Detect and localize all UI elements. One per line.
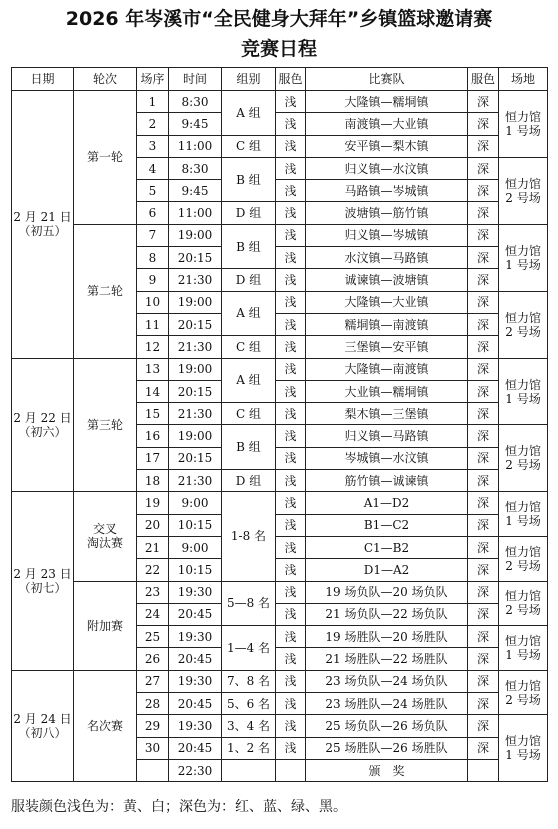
away-color-cell: 深 (468, 380, 499, 402)
home-color-cell: 浅 (276, 447, 306, 469)
game-number-cell: 21 (137, 536, 169, 558)
date-text: 2 月 22 日 (13, 410, 72, 425)
group-cell: C 组 (222, 336, 276, 358)
home-color-cell: 浅 (276, 470, 306, 492)
table-row (12, 492, 548, 514)
time-cell: 19:30 (169, 715, 222, 737)
teams-cell: C1—B2 (306, 536, 468, 558)
time-cell: 8:30 (169, 91, 222, 113)
game-number-cell: 3 (137, 135, 169, 157)
table-row (12, 91, 548, 113)
teams-cell: 21 场胜队—22 场胜队 (306, 648, 468, 670)
time-cell: 11:00 (169, 202, 222, 224)
home-color-cell: 浅 (276, 91, 306, 113)
header-venue: 场地 (499, 68, 548, 91)
home-color-cell: 浅 (276, 626, 306, 648)
group-cell: 1、2 名 (222, 737, 276, 759)
group-cell: D 组 (222, 269, 276, 291)
away-color-cell: 深 (468, 313, 499, 335)
group-cell: A 组 (222, 358, 276, 403)
venue-cell: 恒力馆 2 号场 (499, 581, 548, 626)
group-cell: C 组 (222, 403, 276, 425)
teams-cell: 水汶镇—马路镇 (306, 247, 468, 269)
home-color-cell (276, 759, 306, 781)
game-number-cell: 9 (137, 269, 169, 291)
header-time: 时间 (169, 68, 222, 91)
teams-cell: 岑城镇—水汶镇 (306, 447, 468, 469)
group-cell: B 组 (222, 224, 276, 269)
teams-cell: B1—C2 (306, 514, 468, 536)
home-color-cell: 浅 (276, 180, 306, 202)
header-home-color: 服色 (276, 68, 306, 91)
teams-cell: 波塘镇—筋竹镇 (306, 202, 468, 224)
date-cell (12, 670, 74, 781)
time-cell: 19:00 (169, 291, 222, 313)
game-number-cell: 28 (137, 693, 169, 715)
away-color-cell: 深 (468, 202, 499, 224)
group-cell: 5、6 名 (222, 693, 276, 715)
schedule-table (11, 67, 548, 782)
table-row (12, 670, 548, 692)
table-row (12, 224, 548, 246)
time-cell: 10:15 (169, 514, 222, 536)
time-cell: 19:00 (169, 425, 222, 447)
home-color-cell: 浅 (276, 492, 306, 514)
time-cell: 20:45 (169, 737, 222, 759)
time-cell: 21:30 (169, 269, 222, 291)
away-color-cell: 深 (468, 514, 499, 536)
away-color-cell: 深 (468, 157, 499, 179)
home-color-cell: 浅 (276, 336, 306, 358)
teams-cell: 25 场负队—26 场负队 (306, 715, 468, 737)
schedule-body (12, 91, 548, 782)
game-number-cell: 8 (137, 247, 169, 269)
time-cell: 20:45 (169, 603, 222, 625)
group-cell: 1—4 名 (222, 626, 276, 671)
time-cell: 9:45 (169, 113, 222, 135)
teams-cell: 21 场负队—22 场负队 (306, 603, 468, 625)
game-number-cell: 14 (137, 380, 169, 402)
venue-cell: 恒力馆 1 号场 (499, 715, 548, 782)
home-color-cell: 浅 (276, 269, 306, 291)
lunar-date-text: （初八） (18, 725, 67, 740)
time-cell: 20:15 (169, 380, 222, 402)
away-color-cell: 深 (468, 180, 499, 202)
time-cell: 20:45 (169, 693, 222, 715)
time-cell: 20:15 (169, 447, 222, 469)
away-color-cell: 深 (468, 581, 499, 603)
venue-cell: 恒力馆 1 号场 (499, 492, 548, 537)
venue-cell: 恒力馆 2 号场 (499, 536, 548, 581)
teams-cell: 大隆镇—糯垌镇 (306, 91, 468, 113)
home-color-cell: 浅 (276, 603, 306, 625)
home-color-cell: 浅 (276, 581, 306, 603)
group-cell: B 组 (222, 425, 276, 470)
game-number-cell: 23 (137, 581, 169, 603)
game-number-cell: 1 (137, 91, 169, 113)
home-color-cell: 浅 (276, 113, 306, 135)
date-cell (12, 358, 74, 492)
home-color-cell: 浅 (276, 670, 306, 692)
venue-cell: 恒力馆 1 号场 (499, 358, 548, 425)
away-color-cell: 深 (468, 447, 499, 469)
away-color-cell: 深 (468, 670, 499, 692)
game-number-cell: 16 (137, 425, 169, 447)
time-cell: 22:30 (169, 759, 222, 781)
game-number-cell: 19 (137, 492, 169, 514)
time-cell: 19:00 (169, 224, 222, 246)
teams-cell: 19 场胜队—20 场胜队 (306, 626, 468, 648)
table-row (12, 358, 548, 380)
game-number-cell: 2 (137, 113, 169, 135)
teams-cell: 梨木镇—三堡镇 (306, 403, 468, 425)
round-cell: 附加赛 (74, 581, 137, 670)
away-color-cell: 深 (468, 291, 499, 313)
group-cell (222, 759, 276, 781)
away-color-cell: 深 (468, 626, 499, 648)
time-cell: 11:00 (169, 135, 222, 157)
time-cell: 21:30 (169, 470, 222, 492)
home-color-cell: 浅 (276, 648, 306, 670)
round-cell: 第三轮 (74, 358, 137, 492)
table-row (12, 581, 548, 603)
away-color-cell: 深 (468, 224, 499, 246)
time-cell: 9:45 (169, 180, 222, 202)
game-number-cell: 7 (137, 224, 169, 246)
group-cell: D 组 (222, 470, 276, 492)
header-game-no: 场序 (137, 68, 169, 91)
award-ceremony-cell: 颁 奖 (306, 759, 468, 781)
game-number-cell: 6 (137, 202, 169, 224)
teams-cell: 25 场胜队—26 场胜队 (306, 737, 468, 759)
time-cell: 19:00 (169, 358, 222, 380)
time-cell: 19:30 (169, 670, 222, 692)
away-color-cell: 深 (468, 358, 499, 380)
group-cell: D 组 (222, 202, 276, 224)
game-number-cell: 12 (137, 336, 169, 358)
date-cell (12, 91, 74, 359)
home-color-cell: 浅 (276, 737, 306, 759)
home-color-cell: 浅 (276, 157, 306, 179)
header-group: 组别 (222, 68, 276, 91)
away-color-cell: 深 (468, 247, 499, 269)
away-color-cell: 深 (468, 536, 499, 558)
home-color-cell: 浅 (276, 224, 306, 246)
game-number-cell: 10 (137, 291, 169, 313)
game-number-cell: 11 (137, 313, 169, 335)
teams-cell: 归义镇—水汶镇 (306, 157, 468, 179)
teams-cell: 糯垌镇—南渡镇 (306, 313, 468, 335)
teams-cell: 23 场负队—24 场负队 (306, 670, 468, 692)
group-cell: A 组 (222, 291, 276, 336)
away-color-cell: 深 (468, 715, 499, 737)
lunar-date-text: （初六） (18, 424, 67, 439)
document-title: 2026 年岑溪市“全民健身大拜年”乡镇篮球邀请赛 (65, 8, 493, 30)
time-cell: 19:30 (169, 626, 222, 648)
venue-cell: 恒力馆 2 号场 (499, 157, 548, 224)
header-round: 轮次 (74, 68, 137, 91)
time-cell: 21:30 (169, 403, 222, 425)
home-color-cell: 浅 (276, 559, 306, 581)
game-number-cell: 17 (137, 447, 169, 469)
time-cell: 20:15 (169, 247, 222, 269)
lunar-date-text: （初七） (18, 581, 67, 596)
header-row (12, 68, 548, 91)
away-color-cell: 深 (468, 492, 499, 514)
teams-cell: 南渡镇—大业镇 (306, 113, 468, 135)
teams-cell: D1—A2 (306, 559, 468, 581)
home-color-cell: 浅 (276, 291, 306, 313)
game-number-cell: 29 (137, 715, 169, 737)
time-cell: 20:15 (169, 313, 222, 335)
away-color-cell (468, 759, 499, 781)
date-text: 2 月 23 日 (13, 567, 72, 582)
game-number-cell: 26 (137, 648, 169, 670)
group-cell: 3、4 名 (222, 715, 276, 737)
teams-cell: 归义镇—岑城镇 (306, 224, 468, 246)
teams-cell: 23 场胜队—24 场胜队 (306, 693, 468, 715)
away-color-cell: 深 (468, 91, 499, 113)
away-color-cell: 深 (468, 425, 499, 447)
game-number-cell: 18 (137, 470, 169, 492)
game-number-cell: 24 (137, 603, 169, 625)
time-cell: 20:45 (169, 648, 222, 670)
round-cell: 第一轮 (74, 91, 137, 225)
time-cell: 10:15 (169, 559, 222, 581)
game-number-cell: 13 (137, 358, 169, 380)
away-color-cell: 深 (468, 403, 499, 425)
game-number-cell: 4 (137, 157, 169, 179)
game-number-cell: 5 (137, 180, 169, 202)
home-color-cell: 浅 (276, 693, 306, 715)
home-color-cell: 浅 (276, 202, 306, 224)
away-color-cell: 深 (468, 603, 499, 625)
time-cell: 8:30 (169, 157, 222, 179)
game-number-cell: 22 (137, 559, 169, 581)
home-color-cell: 浅 (276, 536, 306, 558)
date-text: 2 月 24 日 (13, 711, 72, 726)
home-color-cell: 浅 (276, 313, 306, 335)
teams-cell: 马路镇—岑城镇 (306, 180, 468, 202)
date-text: 2 月 21 日 (13, 210, 72, 225)
game-number-cell: 20 (137, 514, 169, 536)
header-date: 日期 (12, 68, 74, 91)
teams-cell: 大隆镇—南渡镇 (306, 358, 468, 380)
home-color-cell: 浅 (276, 380, 306, 402)
group-cell: 5—8 名 (222, 581, 276, 626)
teams-cell: 19 场负队—20 场负队 (306, 581, 468, 603)
group-cell: A 组 (222, 91, 276, 136)
date-cell (12, 492, 74, 670)
home-color-cell: 浅 (276, 135, 306, 157)
venue-cell: 恒力馆 1 号场 (499, 626, 548, 671)
teams-cell: 归义镇—马路镇 (306, 425, 468, 447)
home-color-cell: 浅 (276, 403, 306, 425)
game-number-cell (137, 759, 169, 781)
away-color-cell: 深 (468, 113, 499, 135)
lunar-date-text: （初五） (18, 224, 67, 239)
away-color-cell: 深 (468, 693, 499, 715)
round-cell: 交叉 淘汰赛 (74, 492, 137, 581)
teams-cell: 大业镇—糯垌镇 (306, 380, 468, 402)
teams-cell: 诚谏镇—波塘镇 (306, 269, 468, 291)
home-color-cell: 浅 (276, 425, 306, 447)
round-cell: 第二轮 (74, 224, 137, 358)
round-cell: 名次赛 (74, 670, 137, 781)
away-color-cell: 深 (468, 269, 499, 291)
time-cell: 21:30 (169, 336, 222, 358)
home-color-cell: 浅 (276, 247, 306, 269)
document-subtitle: 竞赛日程 (240, 38, 317, 60)
venue-cell: 恒力馆 2 号场 (499, 291, 548, 358)
away-color-cell: 深 (468, 648, 499, 670)
away-color-cell: 深 (468, 336, 499, 358)
teams-cell: 安平镇—梨木镇 (306, 135, 468, 157)
group-cell: 7、8 名 (222, 670, 276, 692)
time-cell: 9:00 (169, 492, 222, 514)
home-color-cell: 浅 (276, 358, 306, 380)
home-color-cell: 浅 (276, 715, 306, 737)
teams-cell: 大隆镇—大业镇 (306, 291, 468, 313)
teams-cell: 三堡镇—安平镇 (306, 336, 468, 358)
home-color-cell: 浅 (276, 514, 306, 536)
time-cell: 19:30 (169, 581, 222, 603)
dress-color-note: 服装颜色浅色为：黄、白；深色为：红、蓝、绿、黑。 (11, 799, 347, 815)
venue-cell: 恒力馆 2 号场 (499, 670, 548, 715)
away-color-cell: 深 (468, 737, 499, 759)
group-cell: 1-8 名 (222, 492, 276, 581)
away-color-cell: 深 (468, 559, 499, 581)
game-number-cell: 25 (137, 626, 169, 648)
group-cell: C 组 (222, 135, 276, 157)
teams-cell: A1—D2 (306, 492, 468, 514)
teams-cell: 筋竹镇—诚谏镇 (306, 470, 468, 492)
venue-cell: 恒力馆 2 号场 (499, 425, 548, 492)
away-color-cell: 深 (468, 135, 499, 157)
time-cell: 9:00 (169, 536, 222, 558)
header-away-color: 服色 (468, 68, 499, 91)
venue-cell: 恒力馆 1 号场 (499, 91, 548, 158)
venue-cell: 恒力馆 1 号场 (499, 224, 548, 291)
game-number-cell: 30 (137, 737, 169, 759)
header-teams: 比赛队 (306, 68, 468, 91)
game-number-cell: 27 (137, 670, 169, 692)
group-cell: B 组 (222, 157, 276, 202)
away-color-cell: 深 (468, 470, 499, 492)
game-number-cell: 15 (137, 403, 169, 425)
